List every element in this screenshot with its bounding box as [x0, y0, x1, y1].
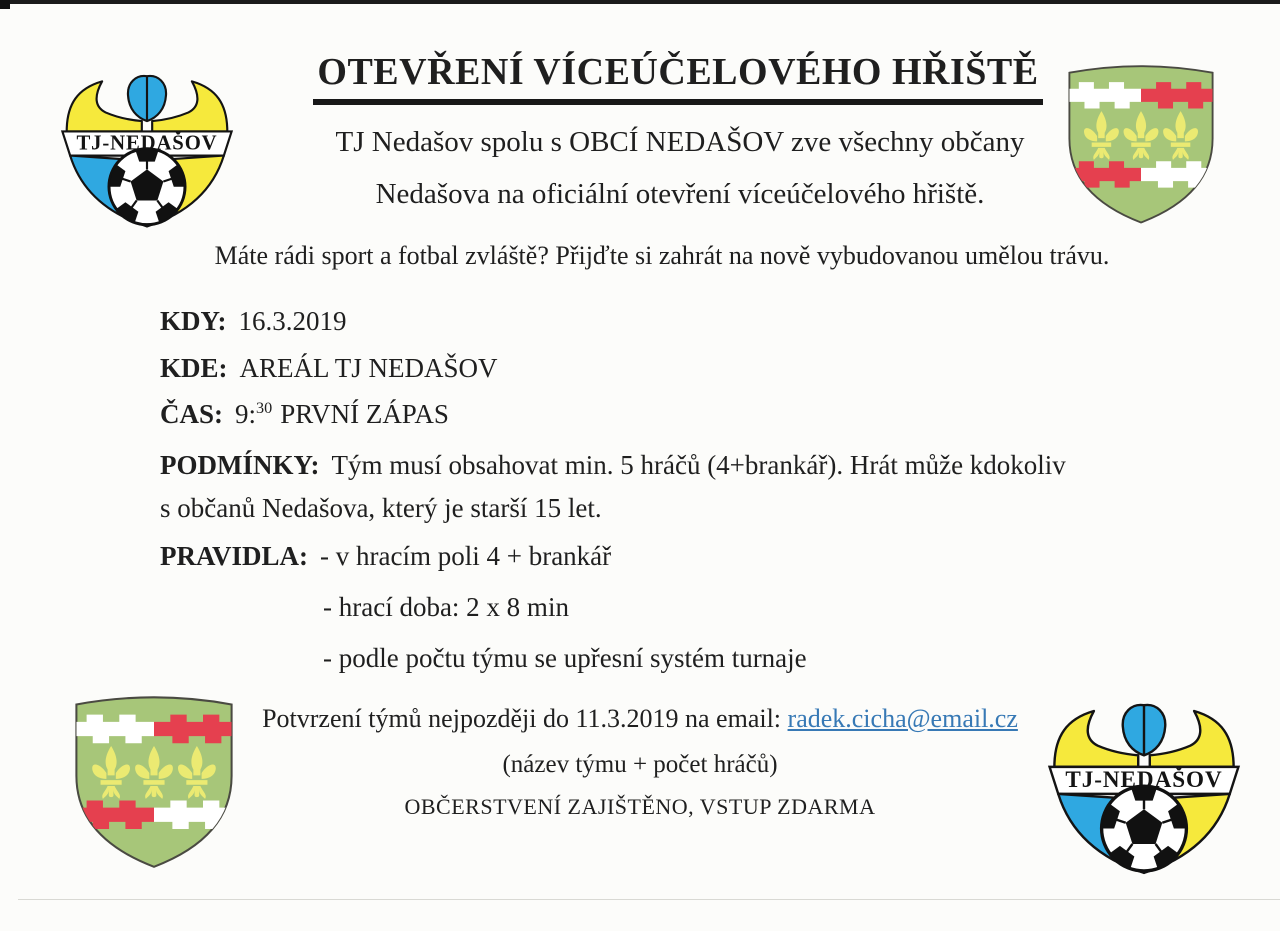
podminky-label: PODMÍNKY:: [160, 450, 320, 480]
kde-label: KDE:: [160, 353, 228, 383]
event-time-row: [160, 399, 449, 430]
rule-1: - v hracím poli 4 + brankář: [320, 541, 612, 571]
scan-edge-artifact: [0, 0, 1280, 4]
scan-corner-artifact: [0, 0, 10, 9]
registration-note: (název týmu + počet hráčů): [502, 751, 778, 778]
intro-paragraph: [248, 116, 1112, 220]
rules-line-2: [323, 592, 569, 623]
page-title: OTEVŘENÍ VÍCEÚČELOVÉHO HŘIŠTĚ: [313, 50, 1042, 105]
intro-line-1: TJ Nedašov spolu s OBCÍ NEDAŠOV zve všechny občany: [335, 126, 1025, 158]
kdy-value: 16.3.2019: [238, 306, 347, 336]
invitation-text: Máte rádi sport a fotbal zvláště? Přijďte si zahrát na nově vybudovanou umělou trávu.: [214, 241, 1110, 270]
confirmation-text: Potvrzení týmů nejpozději do 11.3.2019 na email:: [262, 704, 788, 733]
conditions-line-1: [160, 450, 1066, 481]
pravidla-label: PRAVIDLA:: [160, 541, 309, 571]
kdy-label: KDY:: [160, 306, 227, 336]
rules-line-3: [323, 643, 807, 674]
kde-value: AREÁL TJ NEDAŠOV: [239, 353, 498, 383]
cas-description: PRVNÍ ZÁPAS: [280, 399, 449, 429]
podminky-text-2: s občanů Nedašova, který je starší 15 let.: [160, 493, 602, 523]
closing-line: OBČERSTVENÍ ZAJIŠTĚNO, VSTUP ZDARMA: [404, 794, 876, 819]
scan-bottom-artifact: [18, 899, 1280, 900]
tj-nedasov-club-logo-top-left: [52, 52, 242, 229]
email-link[interactable]: radek.cicha@email.cz: [787, 704, 1018, 733]
cas-time-superscript: 30: [256, 399, 273, 417]
event-place-row: [160, 353, 498, 384]
event-date-row: [160, 306, 347, 337]
rules-line-1: [160, 541, 611, 572]
cas-time: 9:: [235, 399, 257, 429]
rule-2: - hrací doba: 2 x 8 min: [323, 592, 569, 622]
intro-line-2: Nedašova na oficiální otevření víceúčelového hřiště.: [375, 178, 985, 210]
podminky-text-1: Tým musí obsahovat min. 5 hráčů (4+brankář). Hrát může kdokoliv: [331, 450, 1066, 480]
conditions-line-2: [160, 493, 602, 524]
cas-label: ČAS:: [160, 399, 224, 429]
confirmation-line: [100, 704, 1180, 734]
rule-3: - podle počtu týmu se upřesní systém turnaje: [323, 643, 807, 673]
